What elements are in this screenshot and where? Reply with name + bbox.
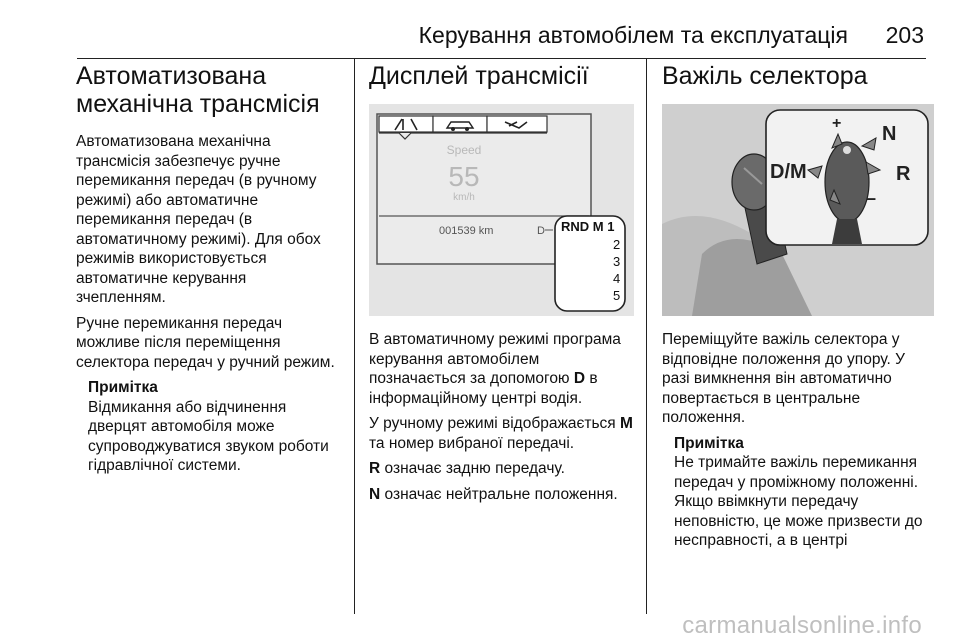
column-1: [76, 62, 338, 482]
header-title: Керування автомобілем та експлуатація: [418, 22, 848, 48]
label-dm: D/M: [770, 161, 807, 183]
tab-road: [379, 116, 433, 132]
gear-mode-line: RND M 1: [561, 219, 615, 234]
selector-illustration-svg: [662, 104, 934, 316]
column-divider-2: [646, 58, 647, 614]
gear-2: 2: [613, 237, 621, 252]
section-heading-selector-lever: Важіль селектора: [662, 62, 868, 90]
label-r: R: [896, 163, 911, 185]
label-minus: –: [866, 188, 877, 208]
page-number: 203: [885, 22, 924, 48]
d-indicator: D: [537, 225, 545, 237]
note-text: Відмикання або відчинення дверцят автомобіля може супроводжуватися звуком роботи гідравлічної системи.: [88, 398, 329, 474]
watermark-logo: carmanualsonline.info: [682, 612, 922, 639]
paragraph: Автоматизована механічна трансмісія забезпечує ручне перемикання передач (в ручному режимі) або автоматичне перемикання передач (в автоматичному режимі). Для обох режимів використовується автоматичне керування зчепленням.: [76, 133, 321, 306]
paragraph: Переміщуйте важіль селектора у відповідне положення до упору. У разі вимкнення він автоматично повертається в центральне положення.: [662, 331, 905, 426]
label-plus: +: [832, 115, 842, 132]
gear-4: 4: [613, 271, 621, 286]
display-illustration-svg: [369, 104, 634, 316]
gear-3: 3: [613, 254, 621, 269]
speed-label: Speed: [446, 143, 482, 157]
label-n: N: [882, 123, 897, 145]
display-illustration: [369, 104, 634, 316]
paragraph: У ручному режимі відображається M та номер вибраної передачі.: [369, 415, 633, 452]
selector-illustration: [662, 104, 934, 316]
column-divider-1: [354, 58, 355, 614]
paragraph: R означає задню передачу.: [369, 460, 565, 477]
header-rule: [77, 58, 926, 59]
column-3: [662, 62, 934, 557]
section-heading-transmission-display: Дисплей трансмісії: [369, 62, 589, 90]
gear-5: 5: [613, 288, 621, 303]
tab-car: [433, 116, 487, 132]
paragraph: Ручне перемикання передач можливе після переміщення селектора передач у ручний режим.: [76, 314, 335, 371]
tab-trip: [487, 116, 547, 132]
note-box: [88, 378, 338, 476]
note-title: Примітка: [674, 434, 744, 452]
note-text: Не тримайте важіль перемикання передач у проміжному положенні. Якщо ввімкнути передачу неповністю, це може призвести до несправності, а в центрі: [674, 454, 923, 549]
paragraph: В автоматичному режимі програма керування автомобілем позначається за допомогою D в інформаційному центрі водія.: [369, 331, 621, 407]
odometer-readout: 001539 km: [439, 225, 494, 237]
note-box: [674, 434, 934, 551]
speed-unit: km/h: [453, 192, 475, 203]
section-heading-automated-transmission: Автоматизована механічна трансмісія: [76, 62, 320, 118]
column-2: [369, 62, 634, 510]
note-title: Примітка: [88, 379, 158, 396]
paragraph: N означає нейтральне положення.: [369, 485, 618, 503]
speed-value: 55: [448, 161, 480, 192]
